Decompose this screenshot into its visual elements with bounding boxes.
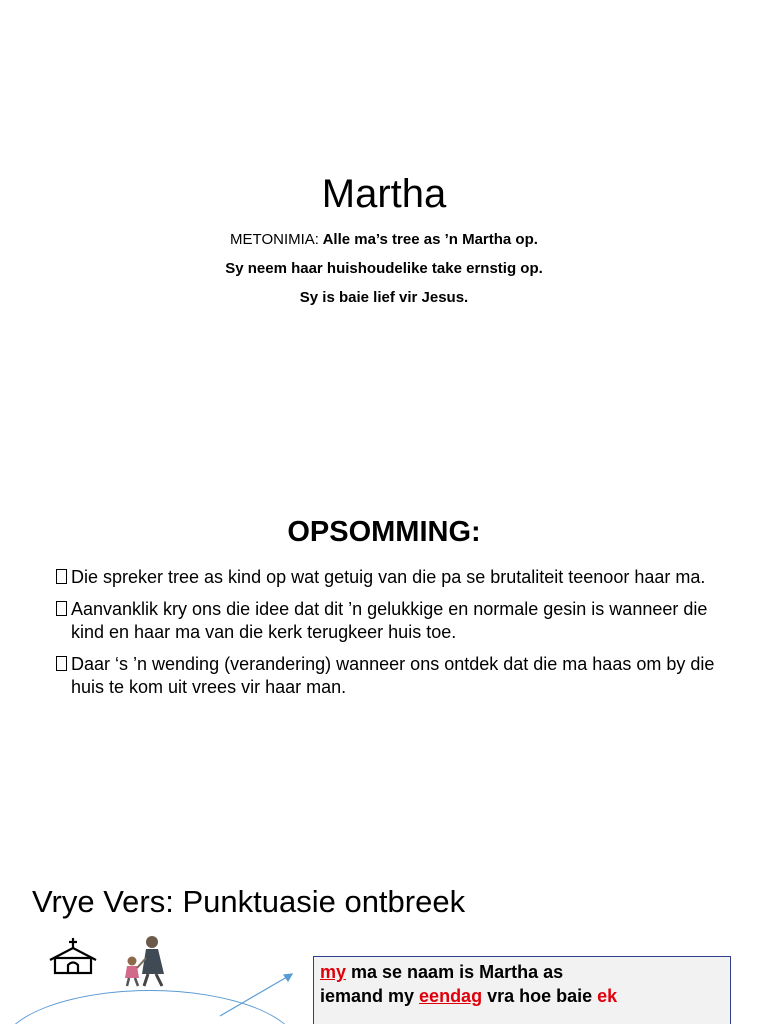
free-verse-title: Vrye Vers: Punktuasie ontbreek bbox=[32, 884, 466, 919]
church-icon bbox=[46, 936, 100, 976]
slide-martha bbox=[0, 0, 768, 340]
slide-free-verse bbox=[0, 870, 768, 1024]
highlight-word: my bbox=[320, 962, 347, 982]
metonymy-label: METONIMIA: bbox=[230, 231, 319, 248]
poem-excerpt-box bbox=[313, 956, 731, 1024]
summary-list bbox=[56, 566, 726, 708]
bullet-box-icon bbox=[56, 569, 67, 584]
list-item bbox=[56, 653, 726, 699]
walking-mother-child-icon bbox=[118, 934, 176, 990]
description-line-2: Sy neem haar huishoudelike take ernstig op. bbox=[225, 260, 543, 277]
slide-title: Martha bbox=[321, 172, 447, 216]
poem-text: iemand my bbox=[320, 986, 420, 1006]
list-item-text: Aanvanklik kry ons die idee dat dit ’n gelukkige en normale gesin is wanneer die kind en haar ma van die kerk terugkeer huis toe. bbox=[71, 599, 708, 642]
poem-text: ma se naam is Martha as bbox=[346, 962, 564, 982]
poem-text: vra hoe baie bbox=[482, 986, 598, 1006]
highlight-word: ek bbox=[597, 986, 618, 1006]
bullet-box-icon bbox=[56, 656, 67, 671]
description-line-3: Sy is baie lief vir Jesus. bbox=[299, 289, 469, 306]
list-item-text: Die spreker tree as kind op wat getuig van die pa se brutaliteit teenoor haar ma. bbox=[71, 567, 706, 587]
summary-title: OPSOMMING: bbox=[287, 516, 481, 548]
list-item bbox=[56, 566, 726, 589]
highlight-word: eendag bbox=[419, 986, 483, 1006]
poem-line-1 bbox=[320, 960, 724, 984]
bullet-box-icon bbox=[56, 601, 67, 616]
list-item-text: Daar ‘s ’n wending (verandering) wanneer ons ontdek dat die ma haas om by die huis te kom uit vrees vir haar man. bbox=[71, 654, 715, 697]
metonymy-text: Alle ma’s tree as ’n Martha op. bbox=[322, 231, 538, 248]
poem-line-2 bbox=[320, 984, 724, 1008]
metonymy-line bbox=[0, 230, 768, 250]
slide-summary bbox=[0, 500, 768, 760]
list-item bbox=[56, 598, 726, 644]
